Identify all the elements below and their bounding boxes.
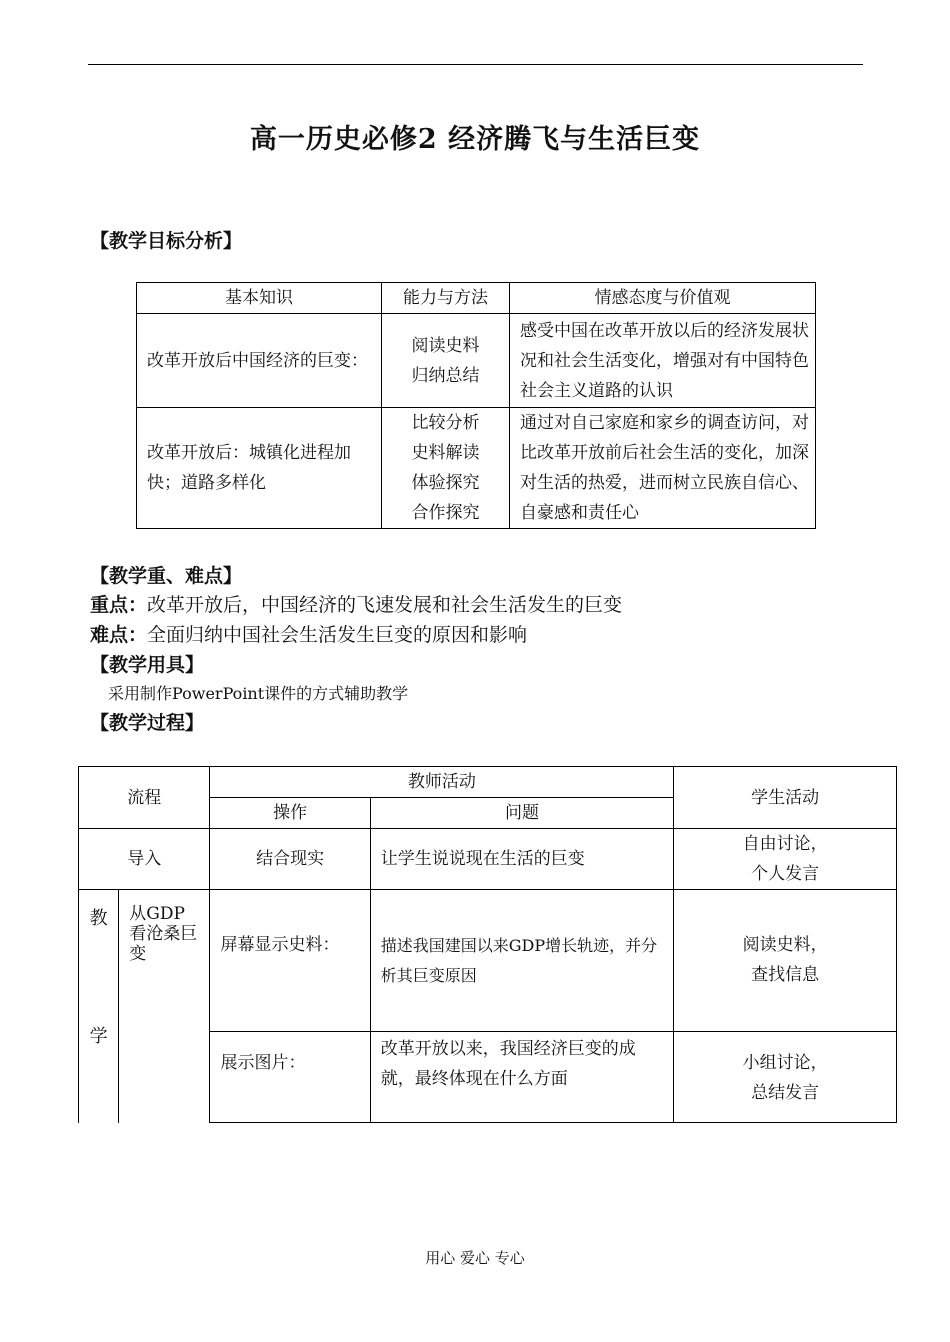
header-teacher-activity: 教师活动 (210, 767, 674, 798)
key-point-label: 重点： (90, 594, 148, 616)
header-flow: 流程 (79, 767, 210, 829)
knowledge-cell: 改革开放后中国经济的巨变： (137, 314, 382, 408)
method-item: 阅读史料 (411, 335, 480, 356)
methods-cell (382, 314, 510, 408)
knowledge-cell: 改革开放后：城镇化进程加快；道路多样化 (137, 408, 382, 529)
teaching-label-char: 教 (89, 908, 108, 929)
subsection-cell: 从GDP看沧桑巨变 (119, 890, 210, 1123)
student-cell (674, 890, 897, 1032)
header-student-activity: 学生活动 (674, 767, 897, 829)
key-point-line (90, 590, 622, 617)
values-cell: 通过对自己家庭和家乡的调查访问，对比改革开放前后社会生活的变化，加深对生活的热爱，进而树立民族自信心、自豪感和责任心 (510, 408, 816, 529)
intro-row (79, 829, 897, 890)
student-cell (674, 1032, 897, 1123)
student-activity-line: 小组讨论， (742, 1053, 828, 1073)
intro-question-cell: 让学生说说现在生活的巨变 (370, 829, 674, 890)
process-table (78, 766, 897, 1123)
header-knowledge: 基本知识 (137, 283, 382, 314)
difficult-point-label: 难点： (90, 624, 148, 646)
header-question: 问题 (370, 798, 674, 829)
operation-cell: 屏幕显示史料： (210, 890, 370, 1032)
question-cell: 改革开放以来，我国经济巨变的成就，最终体现在什么方面 (370, 1032, 674, 1123)
student-activity-line: 自由讨论， (742, 834, 828, 854)
objectives-header-row (137, 283, 816, 314)
header-rule (88, 64, 863, 65)
method-item: 合作探究 (411, 503, 480, 523)
method-item: 归纳总结 (411, 365, 480, 386)
student-activity-line: 个人发言 (751, 864, 820, 884)
process-header-row (79, 767, 897, 798)
student-activity-line: 总结发言 (751, 1083, 820, 1103)
question-cell: 描述我国建国以来GDP增长轨迹，并分析其巨变原因 (370, 890, 674, 1032)
key-point-text: 改革开放后，中国经济的飞速发展和社会生活发生的巨变 (147, 594, 623, 616)
method-item: 体验探究 (411, 473, 480, 493)
key-points-heading: 【教学重、难点】 (90, 565, 243, 587)
objectives-row (137, 314, 816, 408)
student-activity-line: 查找信息 (751, 965, 820, 985)
operation-cell: 展示图片： (210, 1032, 370, 1123)
intro-student-cell (674, 829, 897, 890)
tools-text: 采用制作PowerPoint课件的方式辅助教学 (108, 684, 409, 703)
methods-cell (382, 408, 510, 529)
header-methods: 能力与方法 (382, 283, 510, 314)
difficult-point-line (90, 620, 527, 647)
process-heading: 【教学过程】 (90, 712, 205, 734)
values-cell: 感受中国在改革开放以后的经济发展状况和社会生活变化，增强对有中国特色社会主义道路的认识 (510, 314, 816, 408)
method-item: 史料解读 (411, 443, 480, 463)
tools-heading: 【教学用具】 (90, 654, 205, 676)
objectives-table (136, 282, 816, 529)
page-title: 高一历史必修2 经济腾飞与生活巨变 (249, 124, 701, 155)
teaching-row (79, 890, 897, 1032)
method-item: 比较分析 (411, 413, 480, 433)
header-values: 情感态度与价值观 (510, 283, 816, 314)
header-operation: 操作 (210, 798, 370, 829)
page-footer: 用心 爱心 专心 (425, 1249, 525, 1267)
intro-operation-cell: 结合现实 (210, 829, 370, 890)
teaching-label-cell (79, 890, 119, 1123)
difficult-point-text: 全面归纳中国社会生活发生巨变的原因和影响 (147, 624, 528, 646)
student-activity-line: 阅读史料， (742, 935, 828, 955)
intro-flow-cell: 导入 (79, 829, 210, 890)
objectives-row (137, 408, 816, 529)
teaching-label-char: 学 (89, 1026, 108, 1047)
objectives-heading: 【教学目标分析】 (90, 230, 243, 252)
